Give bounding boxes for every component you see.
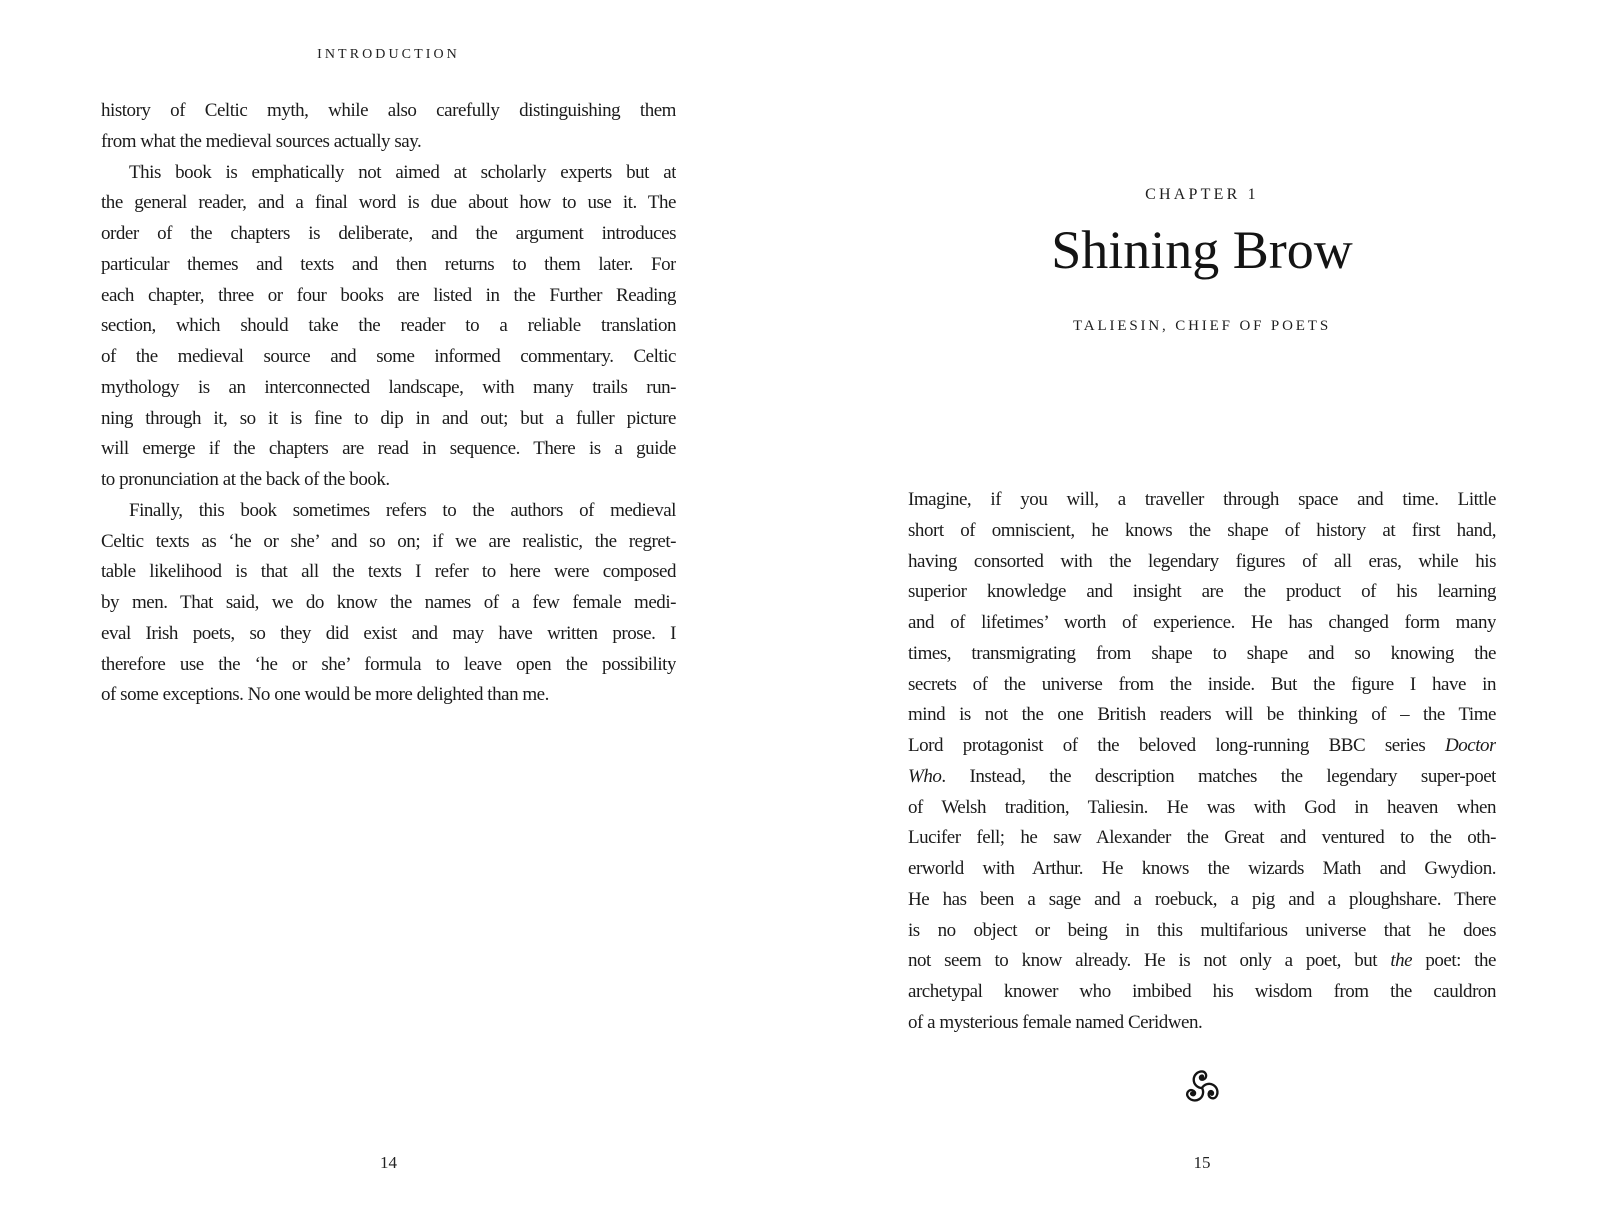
paragraph — [101, 96, 676, 158]
italic-text: the — [1390, 950, 1413, 972]
text-line — [101, 465, 676, 496]
text-segment: Lord protagonist of the beloved long-running BBC series — [908, 735, 1446, 756]
text-segment: mind is not the one British readers will be thinking of – the Time — [908, 704, 1496, 726]
text-segment: the general reader, and a final word is due about how to use it. The — [101, 192, 676, 214]
text-line — [908, 977, 1496, 1008]
text-line — [908, 1008, 1496, 1039]
text-segment: section, which should take the reader to a reliable translation — [101, 315, 676, 337]
running-header: INTRODUCTION — [317, 47, 460, 62]
text-segment: history of Celtic myth, while also carefully distinguishing them — [101, 100, 676, 121]
text-line — [908, 946, 1496, 977]
text-segment: having consorted with the legendary figures of all eras, while his — [908, 550, 1496, 572]
section-ornament — [908, 1070, 1496, 1111]
text-segment: of some exceptions. No one would be more delighted than me. — [101, 684, 549, 706]
text-segment: order of the chapters is deliberate, and the argument introduces — [101, 223, 676, 244]
text-segment: and of lifetimes’ worth of experience. He has changed form many — [908, 612, 1496, 633]
text-line — [908, 823, 1496, 854]
text-line — [908, 762, 1496, 793]
text-segment: ning through it, so it is fine to dip in and out; but a fuller picture — [101, 407, 676, 429]
text-segment: Lucifer fell; he saw Alexander the Great and ventured to the oth- — [908, 827, 1496, 849]
text-line — [101, 342, 676, 373]
text-segment: of a mysterious female named Ceridwen. — [908, 1011, 1203, 1033]
chapter-label: CHAPTER 1 — [1145, 186, 1259, 203]
text-segment: each chapter, three or four books are listed in the Further Reading — [101, 284, 676, 306]
text-line — [101, 311, 676, 342]
text-line — [101, 96, 676, 127]
page-number-right: 15 — [1193, 1153, 1211, 1172]
text-segment: therefore use the ‘he or she’ formula to leave open the possibility — [101, 653, 676, 675]
text-line — [908, 885, 1496, 916]
text-segment: This book is emphatically not aimed at scholarly experts but at — [129, 161, 676, 183]
text-segment: of the medieval source and some informed commentary. Celtic — [101, 346, 676, 367]
text-segment: . Instead, the description matches the legendary super-poet — [941, 765, 1496, 787]
italic-text: Doctor — [1445, 735, 1496, 756]
text-line — [101, 650, 676, 681]
text-segment: is no object or being in this multifarious universe that he does — [908, 919, 1496, 941]
text-line — [101, 281, 676, 312]
text-segment: secrets of the universe from the inside. But the figure I have in — [908, 673, 1496, 695]
text-line — [101, 250, 676, 281]
text-line — [908, 854, 1496, 885]
page-right — [908, 0, 1496, 1224]
text-line — [908, 516, 1496, 547]
text-segment: to pronunciation at the back of the book. — [101, 469, 390, 490]
text-segment: of Welsh tradition, Taliesin. He was with God in heaven when — [908, 796, 1496, 818]
text-segment: particular themes and texts and then returns to them later. For — [101, 253, 676, 275]
chapter-subtitle: TALIESIN, CHIEF OF POETS — [1072, 318, 1332, 334]
text-segment: by men. That said, we do know the names of a few female medi- — [101, 592, 676, 613]
text-line — [101, 127, 676, 158]
page-left — [101, 0, 676, 1224]
text-line — [908, 547, 1496, 578]
text-segment: eval Irish poets, so they did exist and may have written prose. I — [101, 622, 676, 644]
text-line — [908, 485, 1496, 516]
text-segment: not seem to know already. He is not only a poet, but — [908, 950, 1391, 972]
triskelion-icon — [1184, 1093, 1220, 1110]
text-line — [101, 557, 676, 588]
text-line — [101, 619, 676, 650]
text-line — [101, 373, 676, 404]
text-line — [101, 680, 676, 711]
text-line — [101, 158, 676, 189]
text-line — [908, 793, 1496, 824]
text-segment: mythology is an interconnected landscape, with many trails run- — [101, 376, 676, 398]
text-segment: Finally, this book sometimes refers to the authors of medieval — [129, 499, 676, 521]
text-segment: times, transmigrating from shape to shape and so knowing the — [908, 642, 1496, 664]
text-segment: table likelihood is that all the texts I refer to here were composed — [101, 561, 676, 583]
text-line — [908, 577, 1496, 608]
text-segment: Imagine, if you will, a traveller through space and time. Little — [908, 489, 1496, 510]
text-line — [101, 434, 676, 465]
italic-text: Who — [908, 765, 942, 787]
text-segment: He has been a sage and a roebuck, a pig and a ploughshare. There — [908, 888, 1496, 910]
text-line — [101, 188, 676, 219]
right-page-body-text — [908, 485, 1496, 1039]
text-line — [101, 588, 676, 619]
text-segment: archetypal knower who imbibed his wisdom from the cauldron — [908, 981, 1496, 1002]
text-line — [908, 608, 1496, 639]
text-line — [101, 496, 676, 527]
paragraph — [101, 158, 676, 496]
chapter-title: Shining Brow — [1051, 220, 1353, 280]
paragraph — [101, 496, 676, 711]
text-segment: superior knowledge and insight are the product of his learning — [908, 581, 1496, 603]
left-page-body-text — [101, 96, 676, 711]
text-segment: Celtic texts as ‘he or she’ and so on; if we are realistic, the regret- — [101, 530, 676, 552]
text-line — [101, 527, 676, 558]
page-number-left: 14 — [380, 1153, 397, 1172]
text-line — [908, 639, 1496, 670]
text-line — [101, 219, 676, 250]
text-segment: from what the medieval sources actually say. — [101, 130, 422, 152]
text-segment: will emerge if the chapters are read in sequence. There is a guide — [101, 438, 676, 460]
text-line — [908, 916, 1496, 947]
text-line — [908, 670, 1496, 701]
text-segment: erworld with Arthur. He knows the wizards Math and Gwydion. — [908, 858, 1496, 879]
text-segment: short of omniscient, he knows the shape of history at first hand, — [908, 519, 1496, 541]
text-line — [908, 700, 1496, 731]
paragraph — [908, 485, 1496, 1039]
text-line — [101, 404, 676, 435]
text-segment: poet: the — [1412, 950, 1496, 972]
text-line — [908, 731, 1496, 762]
